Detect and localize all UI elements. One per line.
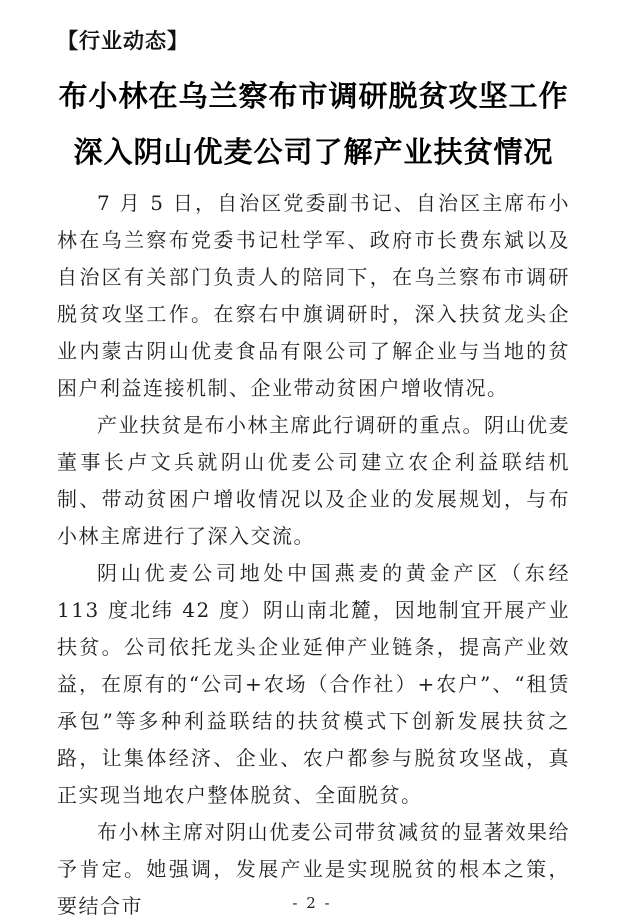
article-body	[57, 185, 570, 924]
title-line-2: 深入阴山优麦公司了解产业扶贫情况	[73, 135, 554, 169]
paragraph-3: 阴山优麦公司地处中国燕麦的黄金产区（东经 113 度北纬 42 度）阴山南北麓，因地制宜开展产业扶贫。公司依托龙头企业延伸产业链条，提高产业效益，在原有的“公司+农场（合作社）+农户”、“租赁承包”等多种利益联结的扶贫模式下创新发展扶贫之路，让集体经济、企业、农户都参与脱贫攻坚战，真正实现当地农户整体脱贫、全面脱贫。	[57, 561, 570, 807]
paragraph-4: 布小林主席对阴山优麦公司带贫减贫的显著效果给予肯定。她强调，发展产业是实现脱贫的根本之策，要结合市	[57, 820, 570, 918]
paragraph-1: 7 月 5 日，自治区党委副书记、自治区主席布小林在乌兰察布党委书记杜学军、政府市长费东斌以及自治区有关部门负责人的陪同下，在乌兰察布市调研脱贫攻坚工作。在察右中旗调研时，深入扶贫龙头企业内蒙古阴山优麦食品有限公司了解企业与当地的贫困户利益连接机制、企业带动贫困户增收情况。	[57, 191, 570, 400]
page-number: - 2 -	[292, 894, 332, 912]
title-line-1: 布小林在乌兰察布市调研脱贫攻坚工作	[58, 79, 569, 113]
section-tag: 【行业动态】	[57, 29, 189, 53]
paragraph-2: 产业扶贫是布小林主席此行调研的重点。阴山优麦董事长卢文兵就阴山优麦公司建立农企利益联结机制、带动贫困户增收情况以及企业的发展规划，与布小林主席进行了深入交流。	[57, 413, 570, 548]
article-title	[57, 68, 570, 180]
